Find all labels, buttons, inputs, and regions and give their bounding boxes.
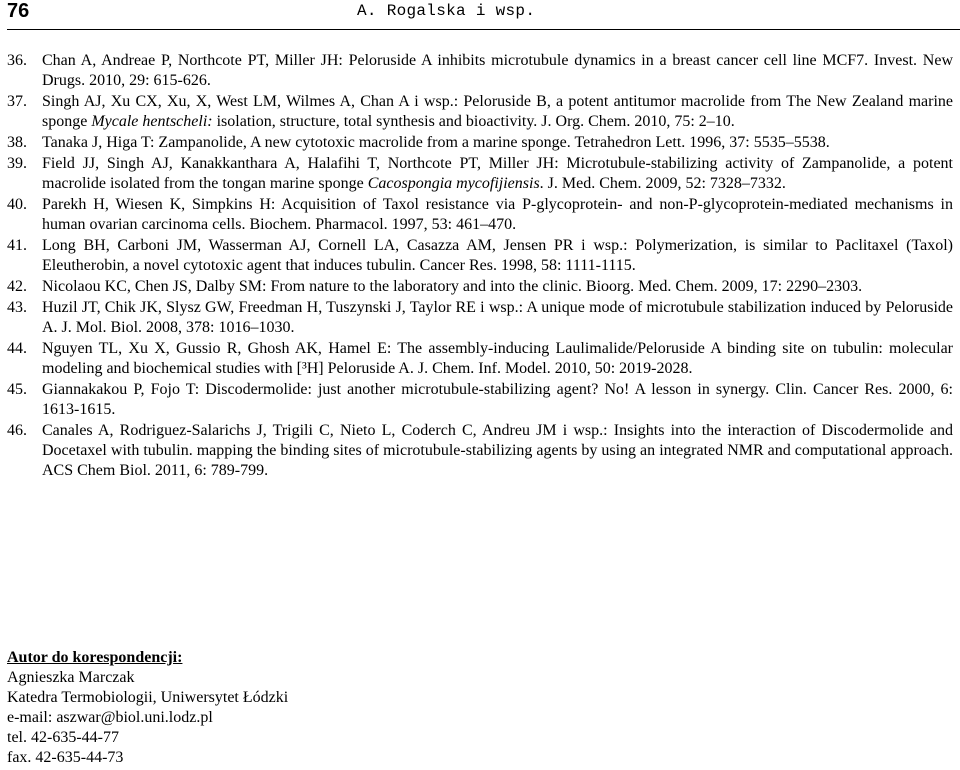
reference-number: 41. [7, 237, 27, 254]
reference-text [42, 340, 953, 377]
reference-number: 45. [7, 381, 27, 398]
reference-citation: Singh AJ, Xu CX, Xu, X, West LM, Wilmes A, Chan A i wsp.: Peloruside B, a potent antitumor macrolide from The New Zealand marine sponge [42, 93, 953, 130]
reference-text [42, 422, 953, 479]
reference-number: 42. [7, 278, 27, 295]
reference-number: 44. [7, 340, 27, 357]
reference-text [42, 134, 830, 151]
reference-species-name: Mycale hentscheli: [91, 113, 213, 130]
reference-number: 36. [7, 52, 27, 69]
author-name: Agnieszka Marczak [7, 669, 135, 686]
reference-citation: Parekh H, Wiesen K, Simpkins H: Acquisition of Taxol resistance via P-glycoprotein- and non-P-glycoprotein-mediated mechanisms in human ovarian carcinoma cells. Biochem. Pharmacol. 1997, 53: 461–470. [42, 196, 953, 233]
header-rule [7, 29, 960, 30]
author-affiliation: Katedra Termobiologii, Uniwersytet Łódzki [7, 689, 289, 706]
reference-citation: Field JJ, Singh AJ, Kanakkanthara A, Halafihi T, Northcote PT, Miller JH: Microtubule-stabilizing activity of Zampanolide, a potent macrolide isolated from the tongan marine sponge [42, 155, 953, 192]
reference-citation: Canales A, Rodriguez-Salarichs J, Trigili C, Nieto L, Coderch C, Andreu JM i wsp.: Insights into the interaction of Discodermolide and Docetaxel with tubulin. mapping the binding sites of microtubule-stabilizing agents by using an integrated NMR and computational approach. ACS Chem Biol. 2011, 6: 789-799. [42, 422, 953, 479]
reference-text [42, 196, 953, 233]
reference-number: 37. [7, 93, 27, 110]
reference-citation: Tanaka J, Higa T: Zampanolide, A new cytotoxic macrolide from a marine sponge. Tetrahedron Lett. 1996, 37: 5535–5538. [42, 134, 830, 151]
reference-list [7, 51, 953, 482]
reference-species-name: Cacospongia mycofijiensis [367, 175, 540, 192]
corresponding-author-block [7, 648, 288, 768]
reference-text [42, 52, 953, 89]
reference-item [7, 51, 953, 91]
reference-text [42, 93, 953, 130]
reference-item [7, 236, 953, 276]
page-number: 76 [7, 0, 30, 22]
reference-number: 46. [7, 422, 27, 439]
author-email[interactable]: e-mail: aszwar@biol.uni.lodz.pl [7, 709, 213, 726]
reference-citation-continued: . J. Med. Chem. 2009, 52: 7328–7332. [539, 175, 786, 192]
reference-citation: Huzil JT, Chik JK, Slysz GW, Freedman H, Tuszynski J, Taylor RE i wsp.: A unique mode of microtubule stabilization induced by Peloruside A. J. Mol. Biol. 2008, 378: 1016–1030. [42, 299, 953, 336]
reference-citation: Nguyen TL, Xu X, Gussio R, Ghosh AK, Hamel E: The assembly-inducing Laulimalide/Peloruside A binding site on tubulin: molecular modeling and biochemical studies with [³H] Peloruside A. J. Chem. Inf. Model. 2010, 50: 2019-2028. [42, 340, 953, 377]
reference-citation: Nicolaou KC, Chen JS, Dalby SM: From nature to the laboratory and into the clinic. Bioorg. Med. Chem. 2009, 17: 2290–2303. [42, 278, 863, 295]
reference-citation: Long BH, Carboni JM, Wasserman AJ, Cornell LA, Casazza AM, Jensen PR i wsp.: Polymerization, is similar to Paclitaxel (Taxol) Eleutherobin, a novel cytotoxic agent that induces tubulin. Cancer Res. 1998, 58: 1111-1115. [42, 237, 953, 274]
reference-citation: Chan A, Andreae P, Northcote PT, Miller JH: Peloruside A inhibits microtubule dynamics in a breast cancer cell line MCF7. Invest. New Drugs. 2010, 29: 615-626. [42, 52, 953, 89]
running-title: A. Rogalska i wsp. [357, 2, 536, 20]
reference-item [7, 339, 953, 379]
reference-item [7, 421, 953, 481]
reference-text [42, 237, 953, 274]
reference-item [7, 195, 953, 235]
reference-citation: Giannakakou P, Fojo T: Discodermolide: just another microtubule-stabilizing agent? No! A lesson in synergy. Clin. Cancer Res. 2000, 6: 1613-1615. [42, 381, 953, 418]
reference-item [7, 92, 953, 132]
reference-number: 40. [7, 196, 27, 213]
author-phone: tel. 42-635-44-77 [7, 729, 119, 746]
reference-number: 38. [7, 134, 27, 151]
reference-number: 39. [7, 155, 27, 172]
reference-citation-continued: isolation, structure, total synthesis and bioactivity. J. Org. Chem. 2010, 75: 2–10. [212, 113, 735, 130]
reference-text [42, 381, 953, 418]
reference-text [42, 155, 953, 192]
reference-item [7, 277, 953, 297]
author-fax: fax. 42-635-44-73 [7, 749, 124, 766]
reference-item [7, 298, 953, 338]
reference-number: 43. [7, 299, 27, 316]
reference-item [7, 133, 953, 153]
corresponding-author-heading: Autor do korespondencji: [7, 649, 183, 666]
page-header [7, 0, 960, 22]
reference-item [7, 380, 953, 420]
reference-item [7, 154, 953, 194]
reference-text [42, 278, 862, 295]
reference-text [42, 299, 953, 336]
